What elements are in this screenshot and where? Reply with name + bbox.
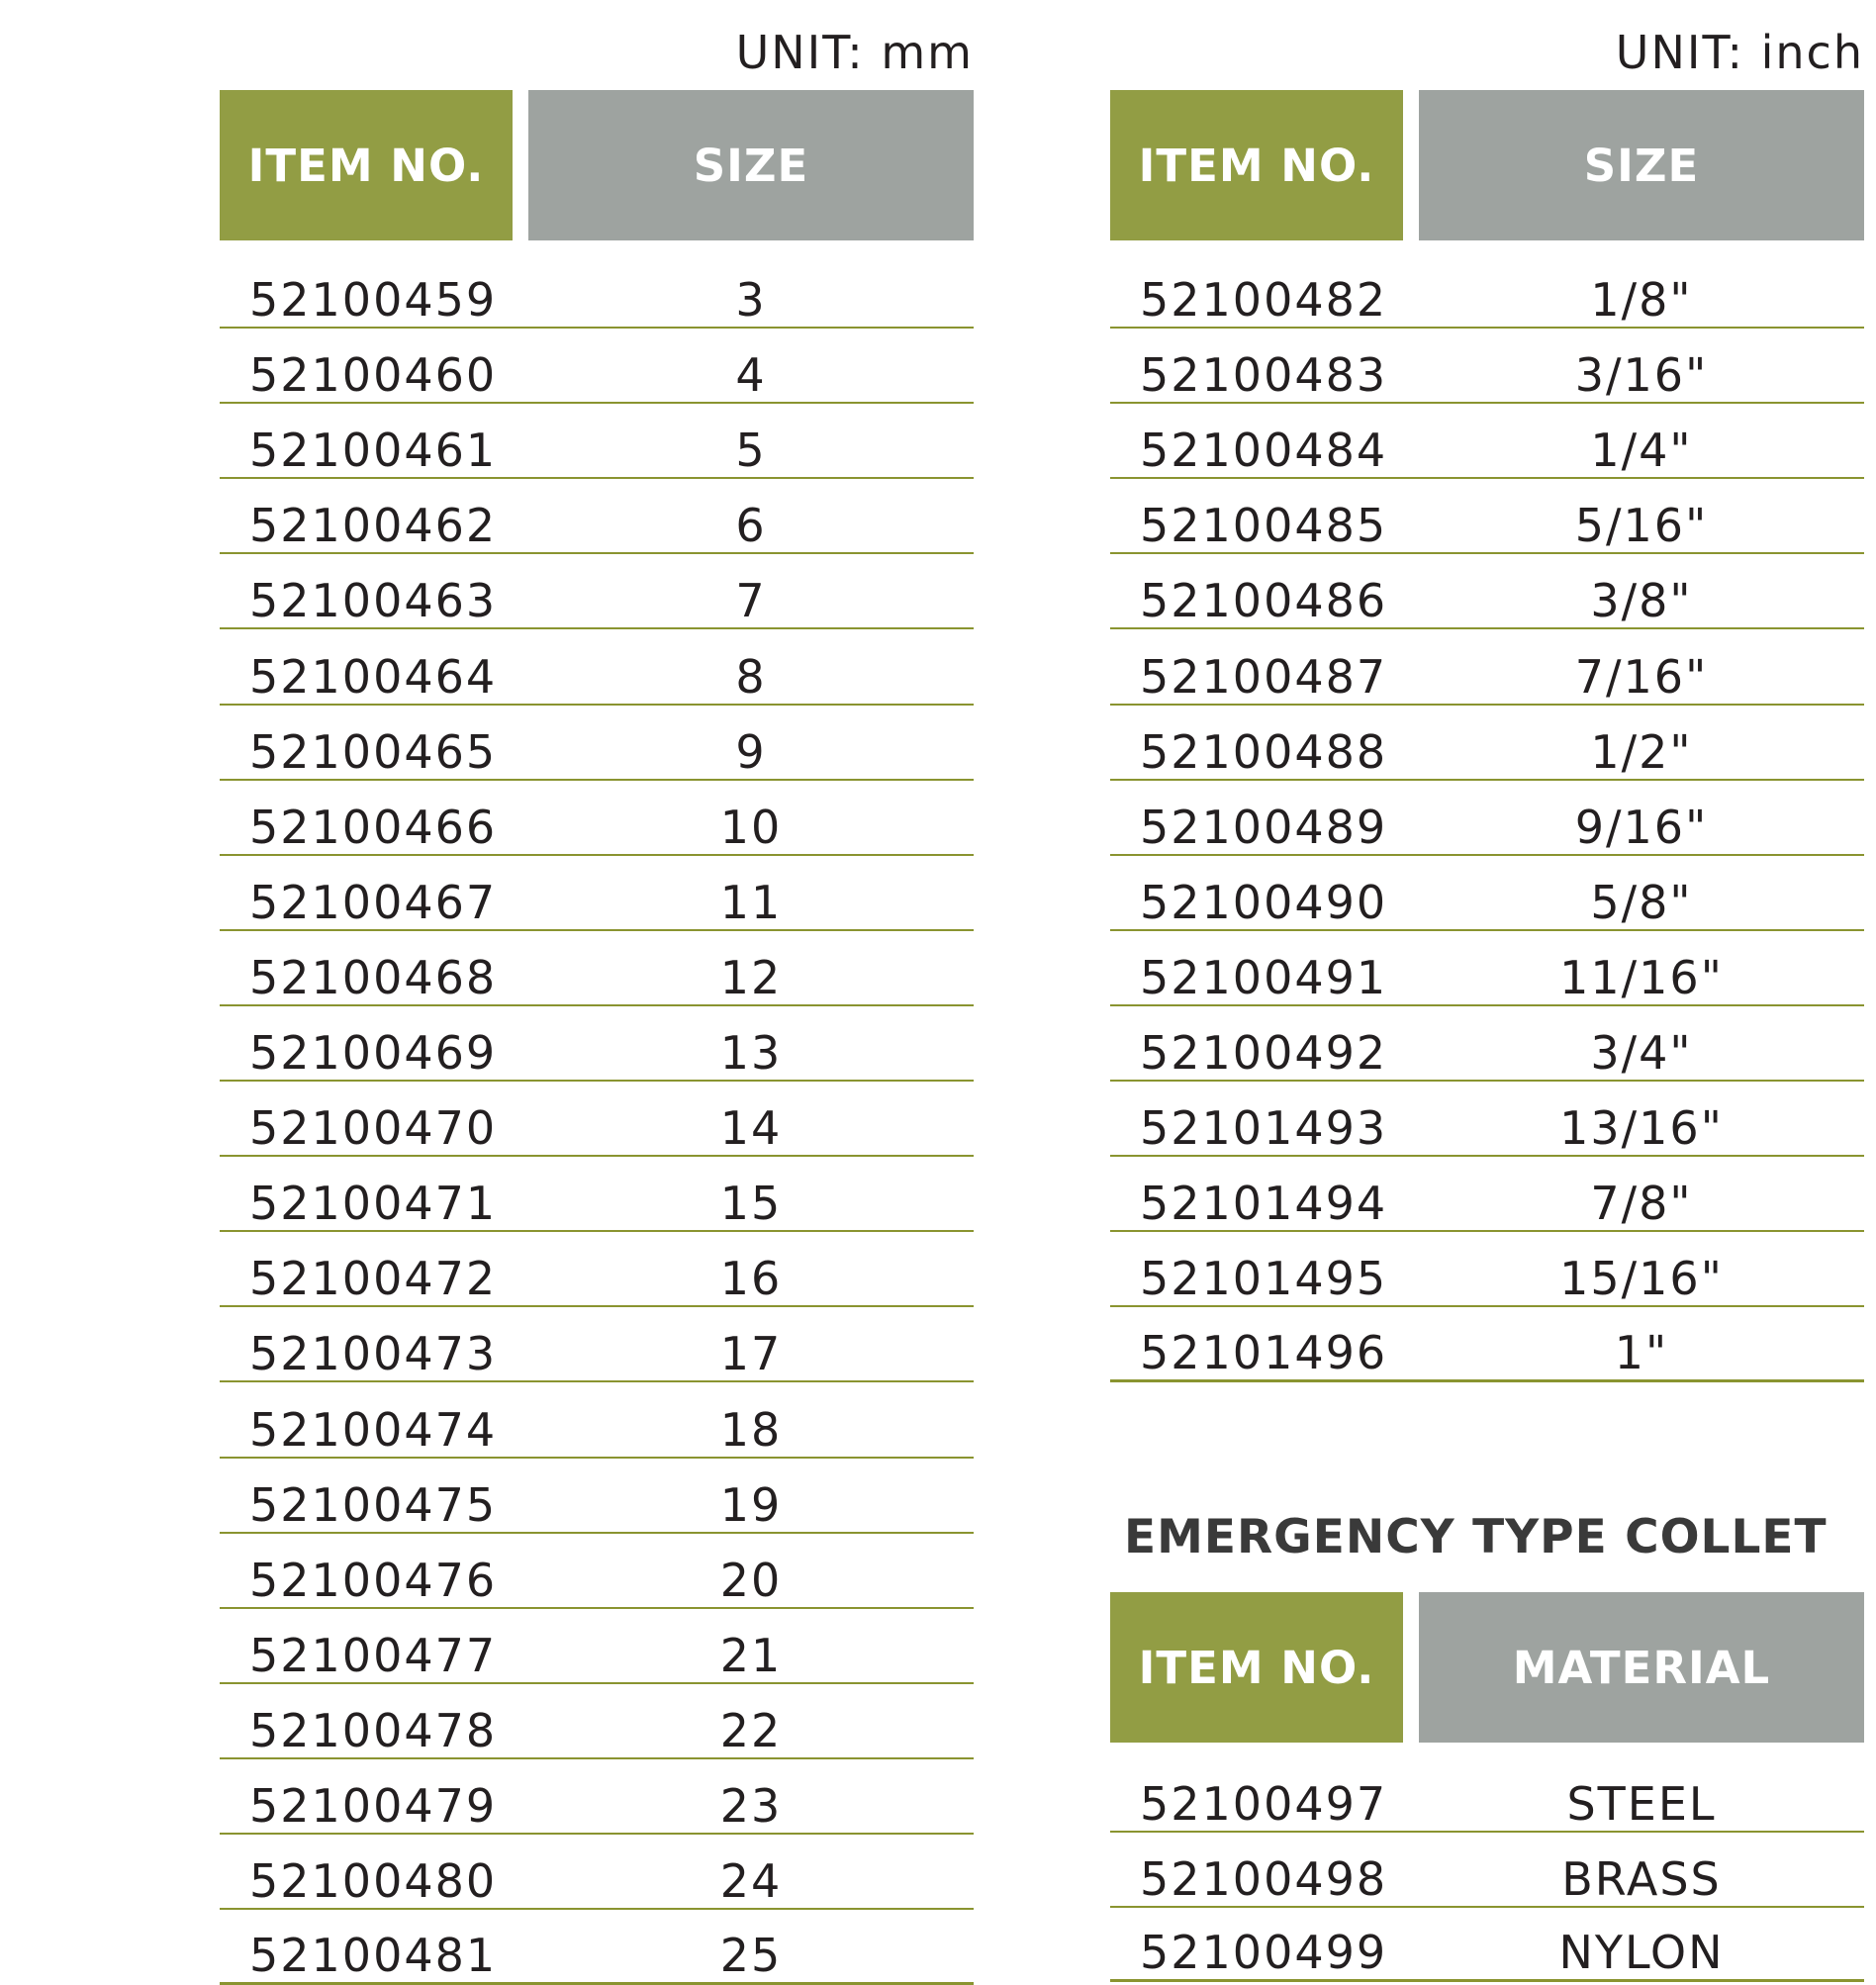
table-row <box>220 1910 974 1985</box>
size-value: 11/16" <box>1559 950 1724 1004</box>
item-number: 52100497 <box>1140 1777 1388 1831</box>
material-value: NYLON <box>1558 1926 1725 1979</box>
item-number: 52100463 <box>249 574 498 628</box>
size-value: 7/16" <box>1574 649 1709 704</box>
item-number: 52100499 <box>1140 1926 1388 1979</box>
item-number: 52100467 <box>249 875 498 929</box>
size-value: 16 <box>719 1252 783 1306</box>
item-number: 52100484 <box>1140 424 1388 478</box>
table-row <box>220 329 974 404</box>
table-row <box>220 554 974 629</box>
size-value: 11 <box>719 875 783 929</box>
table-row <box>220 1232 974 1307</box>
size-value: 25 <box>719 1929 783 1983</box>
item-number: 52100477 <box>249 1628 498 1682</box>
item-number: 52100471 <box>249 1177 498 1231</box>
table-row <box>220 1307 974 1382</box>
size-value: 9/16" <box>1574 800 1709 854</box>
size-value: 12 <box>719 950 783 1004</box>
item-number: 52100480 <box>249 1854 498 1909</box>
item-number: 52100461 <box>249 424 498 478</box>
item-number: 52100459 <box>249 273 498 327</box>
table-row <box>220 856 974 931</box>
unit-label-inch: UNIT: inch <box>1615 26 1864 79</box>
table-row <box>220 1534 974 1609</box>
item-number: 52100465 <box>249 724 498 779</box>
table-row <box>1110 706 1864 781</box>
item-number: 52100466 <box>249 800 498 854</box>
header-item-no: ITEM NO. <box>1110 1592 1403 1743</box>
item-number: 52100490 <box>1140 875 1388 929</box>
item-number: 52100468 <box>249 950 498 1004</box>
item-number: 52100474 <box>249 1402 498 1457</box>
mm-table-header <box>220 90 974 240</box>
table-row <box>1110 856 1864 931</box>
size-value: 3/16" <box>1574 348 1709 403</box>
table-row <box>1110 1307 1864 1382</box>
size-value: 1/4" <box>1590 424 1693 478</box>
size-value: 3/4" <box>1590 1026 1693 1080</box>
table-row <box>220 781 974 856</box>
header-size: SIZE <box>1419 90 1864 240</box>
item-number: 52100473 <box>249 1327 498 1381</box>
unit-label-mm: UNIT: mm <box>735 26 974 79</box>
table-row <box>1110 253 1864 329</box>
size-value: 3/8" <box>1590 574 1693 628</box>
item-number: 52100462 <box>249 499 498 553</box>
size-value: 10 <box>719 800 783 854</box>
item-number: 52100478 <box>249 1703 498 1757</box>
table-row <box>1110 554 1864 629</box>
item-number: 52100460 <box>249 348 498 403</box>
item-number: 52100492 <box>1140 1026 1388 1080</box>
table-row <box>1110 1082 1864 1157</box>
table-row <box>220 404 974 479</box>
table-row <box>1110 931 1864 1006</box>
table-row <box>1110 329 1864 404</box>
item-number: 52100488 <box>1140 724 1388 779</box>
table-row <box>220 1082 974 1157</box>
item-number: 52100483 <box>1140 348 1388 403</box>
table-row <box>220 1383 974 1459</box>
header-item-no: ITEM NO. <box>220 90 513 240</box>
size-value: 21 <box>719 1628 783 1682</box>
item-number: 52100479 <box>249 1779 498 1833</box>
table-row <box>1110 1757 1864 1833</box>
table-row <box>1110 630 1864 706</box>
emergency-section-title: EMERGENCY TYPE COLLET <box>1124 1510 1828 1564</box>
table-row <box>220 1006 974 1082</box>
size-value: 22 <box>719 1703 783 1757</box>
table-row <box>1110 404 1864 479</box>
table-row <box>1110 1157 1864 1232</box>
table-row <box>220 1157 974 1232</box>
header-material: MATERIAL <box>1419 1592 1864 1743</box>
size-value: 13 <box>719 1026 783 1080</box>
table-row <box>220 1459 974 1534</box>
size-value: 15/16" <box>1559 1252 1724 1306</box>
item-number: 52100487 <box>1140 649 1388 704</box>
table-row <box>220 1609 974 1684</box>
item-number: 52100481 <box>249 1929 498 1983</box>
size-value: 8 <box>735 649 767 704</box>
table-row <box>220 253 974 329</box>
size-value: 4 <box>735 348 767 403</box>
item-number: 52100491 <box>1140 950 1388 1004</box>
size-value: 19 <box>719 1477 783 1532</box>
size-value: 20 <box>719 1553 783 1607</box>
item-number: 52100485 <box>1140 499 1388 553</box>
mm-size-table <box>220 0 974 1985</box>
size-value: 5/8" <box>1590 875 1693 929</box>
material-value: STEEL <box>1566 1777 1717 1831</box>
material-value: BRASS <box>1561 1851 1722 1906</box>
table-row <box>220 931 974 1006</box>
header-item-no: ITEM NO. <box>1110 90 1403 240</box>
item-number: 52101496 <box>1140 1326 1388 1380</box>
size-value: 5/16" <box>1574 499 1709 553</box>
size-value: 1" <box>1614 1326 1669 1380</box>
size-value: 9 <box>735 724 767 779</box>
item-number: 52100489 <box>1140 800 1388 854</box>
item-number: 52100498 <box>1140 1851 1388 1906</box>
size-value: 13/16" <box>1559 1101 1724 1156</box>
size-value: 1/2" <box>1590 724 1693 779</box>
table-row <box>220 630 974 706</box>
table-row <box>220 1684 974 1759</box>
table-row <box>1110 781 1864 856</box>
table-row <box>1110 1006 1864 1082</box>
item-number: 52101495 <box>1140 1252 1388 1306</box>
item-number: 52100476 <box>249 1553 498 1607</box>
item-number: 52101494 <box>1140 1177 1388 1231</box>
table-row <box>220 479 974 554</box>
table-row <box>1110 1232 1864 1307</box>
size-value: 18 <box>719 1402 783 1457</box>
size-value: 15 <box>719 1177 783 1231</box>
item-number: 52101493 <box>1140 1101 1388 1156</box>
size-value: 17 <box>719 1327 783 1381</box>
size-value: 7 <box>735 574 767 628</box>
table-row <box>220 1835 974 1910</box>
table-row <box>1110 1833 1864 1908</box>
item-number: 52100475 <box>249 1477 498 1532</box>
table-row <box>1110 479 1864 554</box>
size-value: 5 <box>735 424 767 478</box>
table-row <box>1110 1907 1864 1982</box>
size-value: 6 <box>735 499 767 553</box>
size-value: 3 <box>735 273 767 327</box>
emergency-table-header <box>1110 1592 1864 1743</box>
item-number: 52100464 <box>249 649 498 704</box>
header-size: SIZE <box>528 90 974 240</box>
size-value: 1/8" <box>1590 273 1693 327</box>
item-number: 52100470 <box>249 1101 498 1156</box>
item-number: 52100472 <box>249 1252 498 1306</box>
item-number: 52100469 <box>249 1026 498 1080</box>
size-value: 23 <box>719 1779 783 1833</box>
size-value: 7/8" <box>1590 1177 1693 1231</box>
item-number: 52100482 <box>1140 273 1388 327</box>
table-row <box>220 1759 974 1835</box>
size-value: 24 <box>719 1854 783 1909</box>
size-value: 14 <box>719 1101 783 1156</box>
table-row <box>220 706 974 781</box>
inch-table-header <box>1110 90 1864 240</box>
inch-size-table <box>1110 0 1864 1985</box>
item-number: 52100486 <box>1140 574 1388 628</box>
